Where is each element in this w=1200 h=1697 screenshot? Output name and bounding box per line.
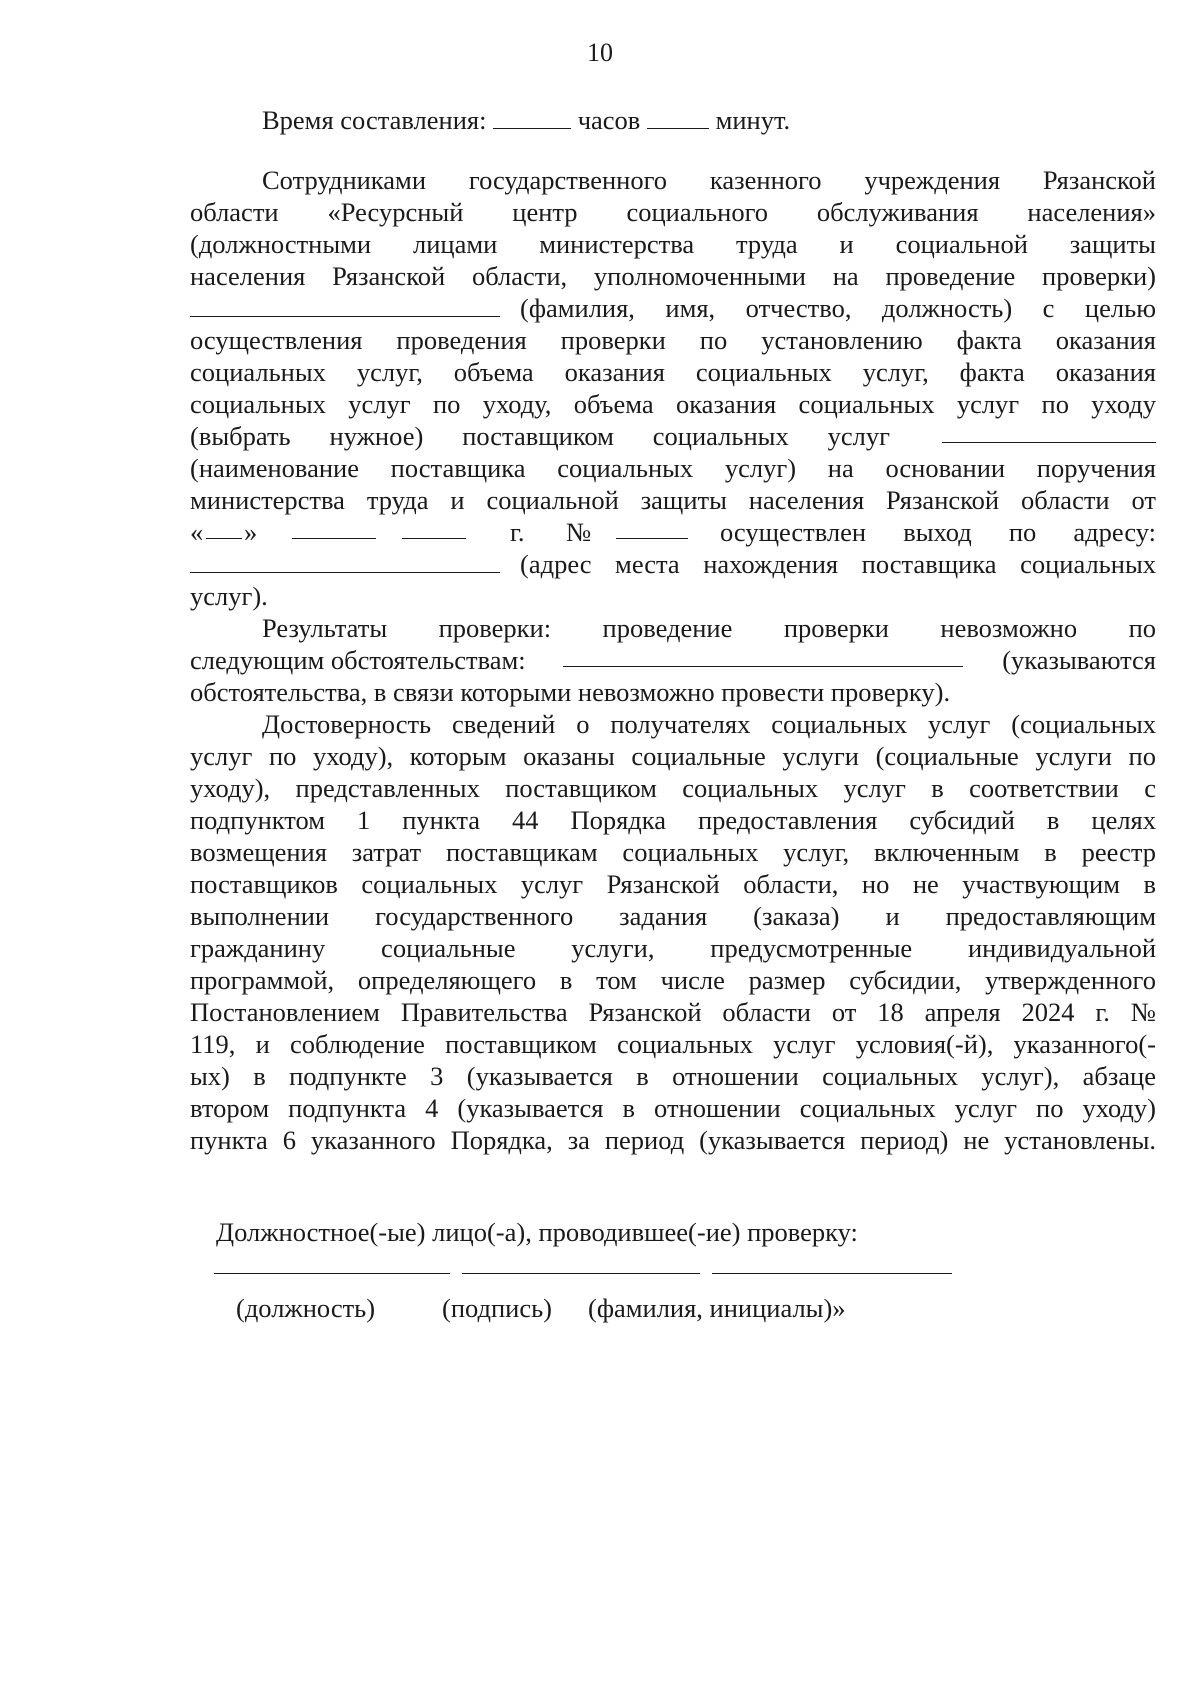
time-line [262,104,1200,136]
para1-line: социальных услуг по уходу, объема оказания социальных услуг по уходу [190,389,1156,419]
para3-line: уходу), представленных поставщиком социальных услуг в соответствии с [190,773,1156,803]
month-blank [292,516,376,539]
name-line [712,1273,952,1274]
para2-line: Результаты проверки: проведение проверки невозможно по [262,613,1156,643]
para3-line: поставщиков социальных услуг Рязанской области, но не участвующим в [190,869,1156,899]
para1-line: (должностными лицами министерства труда и социальной защиты [190,229,1156,259]
number-sign: № [566,517,592,547]
para3-line: программой, определяющего в том числе размер субсидии, утвержденного [190,965,1156,995]
signature-heading: Должностное(-ые) лицо(-а), проводившее(-ие) проверку: [216,1217,858,1247]
address-end: услуг). [190,581,268,611]
para1-line: министерства труда и социальной защиты населения Рязанской области от [190,485,1156,515]
page-number: 10 [587,38,613,67]
minutes-blank [647,106,709,129]
para1-line: осуществления проведения проверки по установлению факта оказания [190,325,1156,355]
para1-line [190,420,1156,452]
address-line [190,548,1156,580]
position-line [214,1273,450,1274]
number-blank [616,516,688,539]
address-blank [190,550,500,573]
circumstances-label: следующим обстоятельствам: [190,645,526,675]
para1-line [190,292,1156,324]
circumstances-blank [563,644,963,667]
para3-line: возмещения затрат поставщикам социальных услуг, включенным в реестр [190,837,1156,867]
provider-blank [942,420,1156,443]
day-blank [206,516,242,539]
para3-line: ых) в подпункте 3 (указывается в отношении социальных услуг), абзаце [190,1061,1156,1091]
date-line [190,516,1156,548]
inspector-blank [190,294,500,317]
para1-line: Сотрудниками государственного казенного учреждения Рязанской [262,165,1156,195]
inspector-caption: (фамилия, имя, отчество, должность) с целью [520,293,1156,323]
close-quote: » [244,517,258,547]
para3-line: выполнении государственного задания (заказа) и предоставляющим [190,901,1156,931]
para1-line: (наименование поставщика социальных услуг) на основании поручения [190,453,1156,483]
sign-line [462,1273,700,1274]
para2-line: обстоятельства, в связи которыми невозможно провести проверку). [190,677,951,707]
para1-line: области «Ресурсный центр социального обслуживания населения» [190,197,1156,227]
provider-text: (выбрать нужное) поставщиком социальных услуг [190,421,890,451]
hours-label: часов [577,105,641,135]
para3-line: втором подпункта 4 (указывается в отношении социальных услуг по уходу) [190,1093,1156,1123]
time-label: Время составления: [262,105,487,135]
para3-line: подпунктом 1 пункта 44 Порядка предоставления субсидий в целях [190,805,1156,835]
sign-caption: (подпись) [442,1293,553,1323]
name-caption: (фамилия, инициалы)» [588,1293,846,1323]
exit-text: осуществлен выход по адресу: [720,517,1156,547]
year-label: г. [510,517,525,547]
para3-line: пункта 6 указанного Порядка, за период (указывается период) не установлены. [190,1125,1156,1155]
para3-line: 119, и соблюдение поставщиком социальных услуг условия(-й), указанного(- [190,1029,1156,1059]
para3-line: гражданину социальные услуги, предусмотренные индивидуальной [190,933,1156,963]
para3-line: Постановлением Правительства Рязанской области от 18 апреля 2024 г. № [190,997,1156,1027]
year-blank [402,516,466,539]
para3-line: Достоверность сведений о получателях социальных услуг (социальных [262,709,1156,739]
position-caption: (должность) [236,1293,376,1323]
para2-line [190,644,1156,676]
para1-line: социальных услуг, объема оказания социальных услуг, факта оказания [190,357,1156,387]
para1-line: населения Рязанской области, уполномоченными на проведение проверки) [190,261,1156,291]
address-caption: (адрес места нахождения поставщика социальных [520,549,1156,579]
circumstances-caption: (указываются [1002,645,1156,675]
hours-blank [493,106,571,129]
para3-line: услуг по уходу), которым оказаны социальные услуги (социальные услуги по [190,741,1156,771]
minutes-label: минут. [715,105,791,135]
open-quote: « [190,517,204,547]
